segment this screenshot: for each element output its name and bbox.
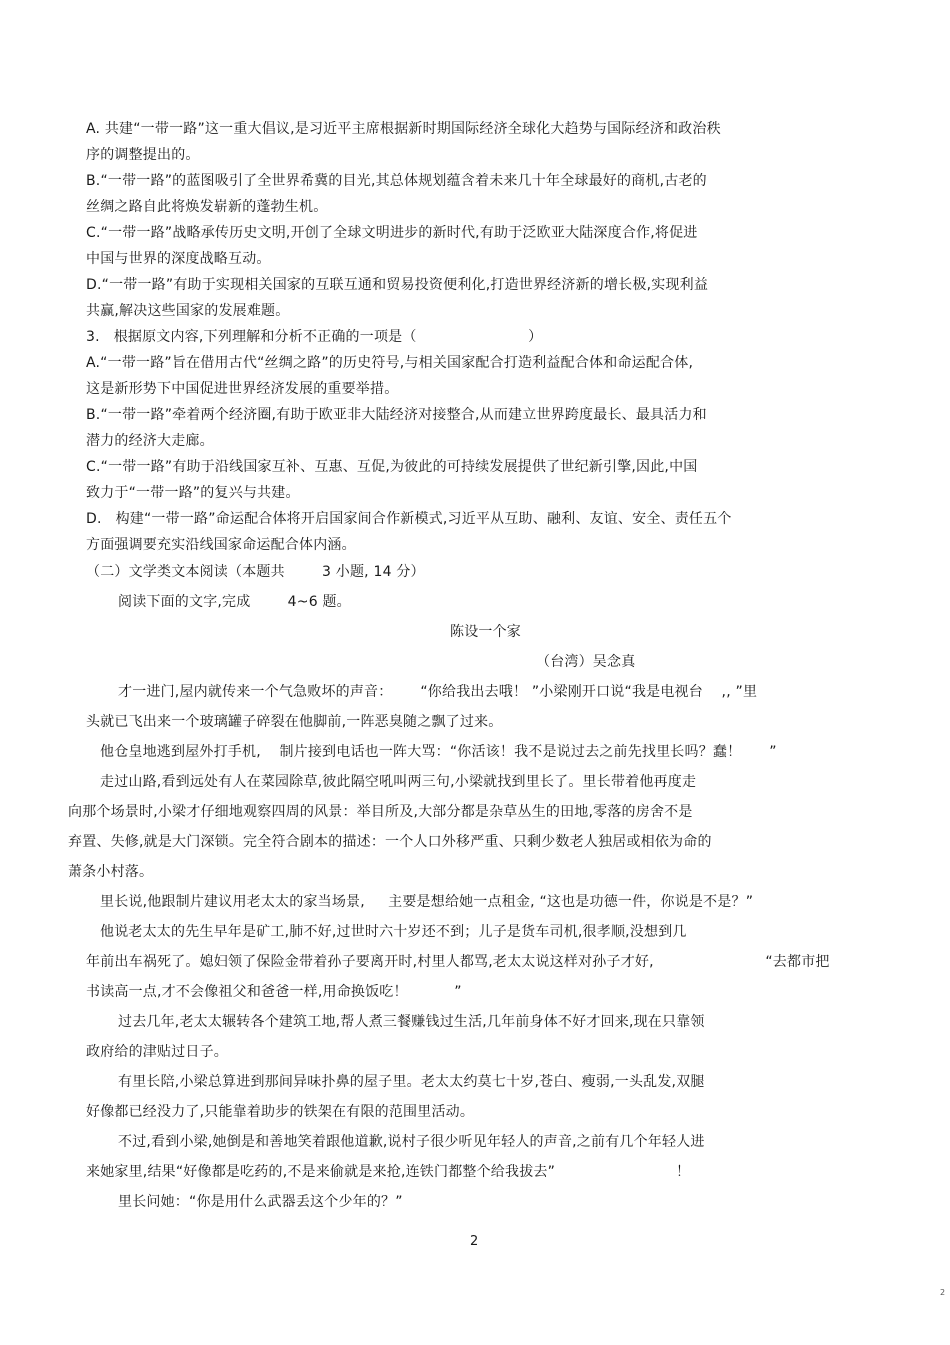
paragraph-line: 政府给的津贴过日子。: [86, 1044, 228, 1060]
q3-option-a-line-2: 这是新形势下中国促进世界经济发展的重要举措。: [86, 381, 399, 397]
paragraph-line: 书读高一点,才不会像祖父和爸爸一样,用命换饭吃！ ”: [86, 984, 462, 1000]
paragraph-line: 过去几年,老太太辗转各个建筑工地,帮人煮三餐赚钱过生活,几年前身体不好才回来,现在只靠领: [118, 1014, 705, 1030]
option-b-line-2: 丝绸之路自此将焕发崭新的蓬勃生机。: [86, 199, 328, 215]
option-c-line-2: 中国与世界的深度战略互动。: [86, 251, 271, 267]
page-number: 2: [470, 1234, 479, 1249]
paragraph-line: 他说老太太的先生早年是矿工,肺不好,过世时六十岁还不到；儿子是货车司机,很孝顺,没想到几: [100, 924, 687, 940]
option-b-line-1: B.“一带一路”的蓝图吸引了全世界希冀的目光,其总体规划蕴含着未来几十年全球最好的商机,古老的: [86, 173, 707, 189]
paragraph-line: 走过山路,看到远处有人在菜园除草,彼此隔空吼叫两三句,小梁就找到里长了。里长带着他再度走: [100, 774, 697, 790]
article-title: 陈设一个家: [450, 624, 521, 640]
paragraph-line: 不过,看到小梁,她倒是和善地笑着跟他道歉,说村子很少听见年轻人的声音,之前有几个年轻人进: [118, 1134, 705, 1150]
paragraph-line: 才一进门,屋内就传来一个气急败坏的声音： “你给我出去哦！ ”小梁刚开口说“我是电视台 ,, ”里: [118, 684, 758, 700]
section-heading: （二）文学类文本阅读（本题共 3 小题, 14 分）: [86, 564, 425, 580]
q3-option-c-line-2: 致力于“一带一路”的复兴与共建。: [86, 485, 300, 501]
paragraph-line: 年前出车祸死了。媳妇领了保险金带着孙子要离开时,村里人都骂,老太太说这样对孙子才好, “去都市把: [86, 954, 830, 970]
option-d-line-1: D.“一带一路”有助于实现相关国家的互联互通和贸易投资便利化,打造世界经济新的增长极,实现利益: [86, 277, 709, 293]
q3-option-b-line-1: B.“一带一路”牵着两个经济圈,有助于欧亚非大陆经济对接整合,从而建立世界跨度最长、最具活力和: [86, 407, 707, 423]
question-3-stem: 3. 根据原文内容,下列理解和分析不正确的一项是（ ）: [86, 329, 543, 345]
option-c-line-1: C.“一带一路”战略承传历史文明,开创了全球文明进步的新时代,有助于泛欧亚大陆深度合作,将促进: [86, 225, 698, 241]
q3-option-a-line-1: A.“一带一路”旨在借用古代“丝绸之路”的历史符号,与相关国家配合打造利益配合体和命运配合体,: [86, 355, 694, 371]
article-author: （台湾）吴念真: [536, 654, 636, 670]
paragraph-line: 萧条小村落。: [68, 864, 154, 880]
q3-option-d-line-1: D. 构建“一带一路”命运配合体将开启国家间合作新模式,习近平从互助、融利、友谊、安全、责任五个: [86, 511, 732, 527]
paragraph-line: 弃置、失修,就是大门深锁。完全符合剧本的描述：一个人口外移严重、只剩少数老人独居或相依为命的: [68, 834, 712, 850]
option-a-line-2: 序的调整提出的。: [86, 147, 200, 163]
paragraph-line: 好像都已经没力了,只能靠着助步的铁架在有限的范围里活动。: [86, 1104, 475, 1120]
paragraph-line: 向那个场景时,小梁才仔细地观察四周的风景：举目所及,大部分都是杂草丛生的田地,零落的房舍不是: [68, 804, 693, 820]
corner-page-mark: 2: [940, 1288, 946, 1297]
paragraph-line: 里长说,他跟制片建议用老太太的家当场景, 主要是想给她一点租金, “这也是功德一件，你说是不是？”: [100, 894, 754, 910]
option-d-line-2: 共赢,解决这些国家的发展难题。: [86, 303, 290, 319]
paragraph-line: 有里长陪,小梁总算进到那间异味扑鼻的屋子里。老太太约莫七十岁,苍白、瘦弱,一头乱发,双腿: [118, 1074, 705, 1090]
paragraph-line: 他仓皇地逃到屋外打手机, 制片接到电话也一阵大骂：“你活该！我不是说过去之前先找里长吗？蠢！ ”: [100, 744, 777, 760]
paragraph-line: 头就已飞出来一个玻璃罐子碎裂在他脚前,一阵恶臭随之飘了过来。: [86, 714, 503, 730]
paragraph-line: 来她家里,结果“好像都是吃药的,不是来偷就是来抢,连铁门都整个给我拔去” ！: [86, 1164, 691, 1180]
q3-option-c-line-1: C.“一带一路”有助于沿线国家互补、互惠、互促,为彼此的可持续发展提供了世纪新引擎,因此,中国: [86, 459, 698, 475]
q3-option-d-line-2: 方面强调要充实沿线国家命运配合体内涵。: [86, 537, 356, 553]
option-a-line-1: A. 共建“一带一路”这一重大倡议,是习近平主席根据新时期国际经济全球化大趋势与国际经济和政治秩: [86, 121, 721, 137]
reading-instruction: 阅读下面的文字,完成 4~6 题。: [118, 594, 351, 610]
paragraph-line: 里长问她：“你是用什么武器丢这个少年的？”: [118, 1194, 403, 1210]
q3-option-b-line-2: 潜力的经济大走廊。: [86, 433, 214, 449]
